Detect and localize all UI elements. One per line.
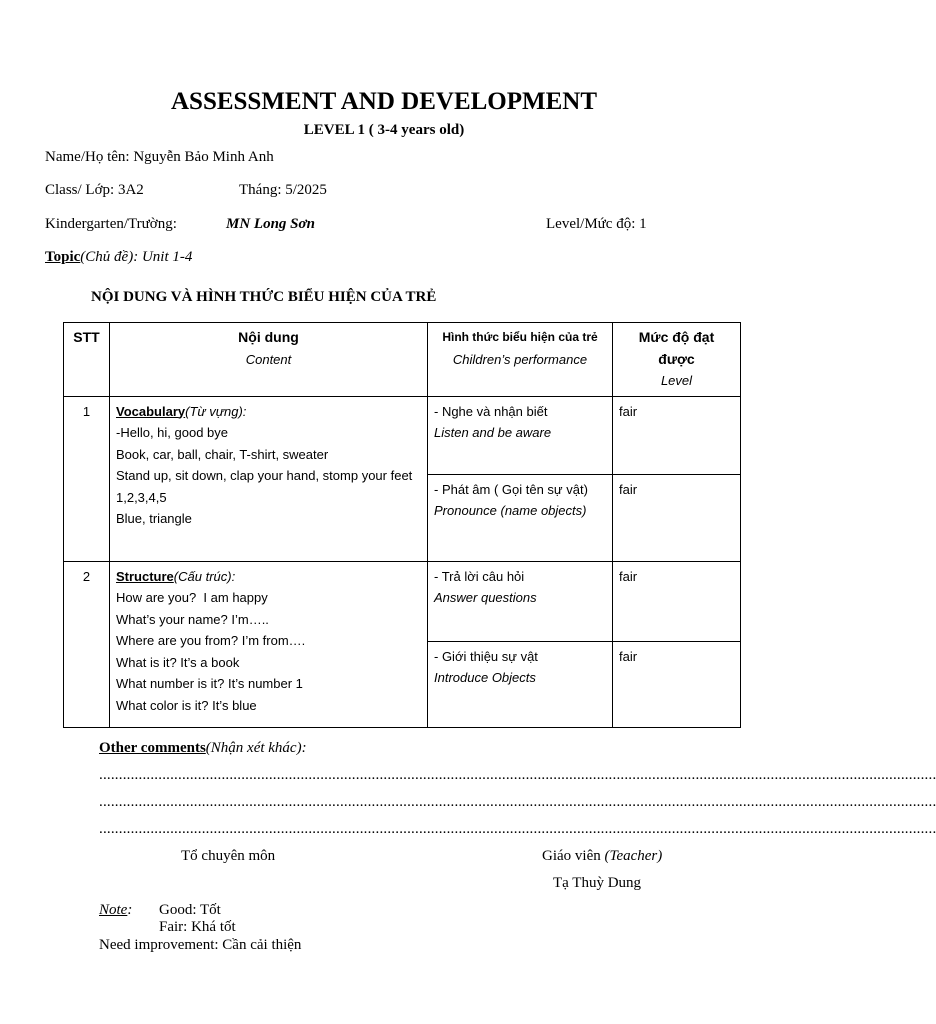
performance-cell: - Trả lời câu hỏi Answer questions <box>428 561 613 641</box>
department-signature-label: Tổ chuyên môn <box>181 848 276 864</box>
list-item: What is it? It’s a book <box>116 654 240 670</box>
header-level: Mức độ đạt được Level <box>613 323 741 397</box>
performance-cell: - Nghe và nhận biết Listen and be aware <box>428 396 613 474</box>
topic-label: Topic <box>45 249 81 265</box>
class-line <box>45 182 144 199</box>
teacher-signature-label: Giáo viên (Teacher) <box>542 848 663 864</box>
row-stt: 2 <box>64 561 110 727</box>
school-value: MN Long Sơn <box>226 216 315 232</box>
level-cell: fair <box>613 396 741 474</box>
school-label: Kindergarten/Trường: <box>45 216 177 232</box>
list-item: What’s your name? I’m….. <box>116 611 269 627</box>
content-title-paren: (Cấu trúc): <box>173 568 236 584</box>
header-performance: Hình thức biểu hiện của trẻ Children’s performance <box>428 323 613 397</box>
note-need-improvement: Need improvement: Cần cải thiện <box>99 937 302 953</box>
name-label: Name/Họ tên: <box>45 149 130 165</box>
comment-line: .................................................................................................................................................................................................................... <box>99 767 936 783</box>
assessment-table <box>63 322 741 728</box>
note-label: Note: <box>99 902 133 918</box>
class-value: 3A2 <box>117 182 144 198</box>
level-line <box>546 216 647 233</box>
section-heading: NỘI DUNG VÀ HÌNH THỨC BIỂU HIỆN CỦA TRẺ <box>91 289 437 305</box>
list-item: What number is it? It’s number 1 <box>116 676 303 691</box>
comment-line: .................................................................................................................................................................................................................... <box>99 821 936 837</box>
note-fair: Fair: Khá tốt <box>159 919 236 935</box>
list-item: Book, car, ball, chair, T-shirt, sweater <box>116 446 329 462</box>
row-content <box>110 396 428 561</box>
list-item: How are you? I am happy <box>116 590 268 605</box>
table-row <box>64 396 741 474</box>
name-line <box>45 149 274 166</box>
content-title-paren: (Từ vựng): <box>185 403 247 419</box>
class-label: Class/ Lớp: <box>45 182 115 198</box>
performance-cell: - Giới thiệu sự vật Introduce Objects <box>428 641 613 727</box>
list-item: What color is it? It’s blue <box>116 697 257 713</box>
header-stt: STT <box>64 323 110 397</box>
topic-paren: (Chủ đề): <box>80 249 139 265</box>
row-stt: 1 <box>64 396 110 561</box>
level-cell: fair <box>613 474 741 561</box>
list-item: Stand up, sit down, clap your hand, stomp your feet <box>116 468 413 483</box>
topic-value: Unit 1-4 <box>141 249 193 265</box>
content-title: Vocabulary <box>116 403 186 419</box>
level-label: Level/Mức độ: <box>546 216 636 232</box>
list-item: Blue, triangle <box>116 511 192 526</box>
document-subtitle: LEVEL 1 ( 3-4 years old) <box>303 122 465 138</box>
topic-line <box>45 249 192 266</box>
month-line <box>239 182 327 199</box>
level-cell: fair <box>613 641 741 727</box>
content-title: Structure <box>116 568 174 584</box>
level-cell: fair <box>613 561 741 641</box>
row-content <box>110 561 428 727</box>
month-value: 5/2025 <box>285 182 327 198</box>
list-item: -Hello, hi, good bye <box>116 425 229 440</box>
table-row <box>64 561 741 641</box>
other-comments-label: Other comments(Nhận xét khác): <box>99 740 307 756</box>
document-title: ASSESSMENT AND DEVELOPMENT <box>170 88 598 115</box>
month-label: Tháng: <box>239 182 282 198</box>
note-good: Good: Tốt <box>159 902 221 918</box>
header-content: Nội dung Content <box>110 323 428 397</box>
performance-cell: - Phát âm ( Gọi tên sự vật) Pronounce (name objects) <box>428 474 613 561</box>
list-item: 1,2,3,4,5 <box>116 489 167 505</box>
table-header-row <box>64 323 741 397</box>
comment-line: .................................................................................................................................................................................................................... <box>99 794 936 810</box>
name-value: Nguyễn Bảo Minh Anh <box>133 149 274 165</box>
level-value: 1 <box>639 216 647 232</box>
teacher-name: Tạ Thuỳ Dung <box>553 875 642 891</box>
list-item: Where are you from? I’m from…. <box>116 633 306 648</box>
